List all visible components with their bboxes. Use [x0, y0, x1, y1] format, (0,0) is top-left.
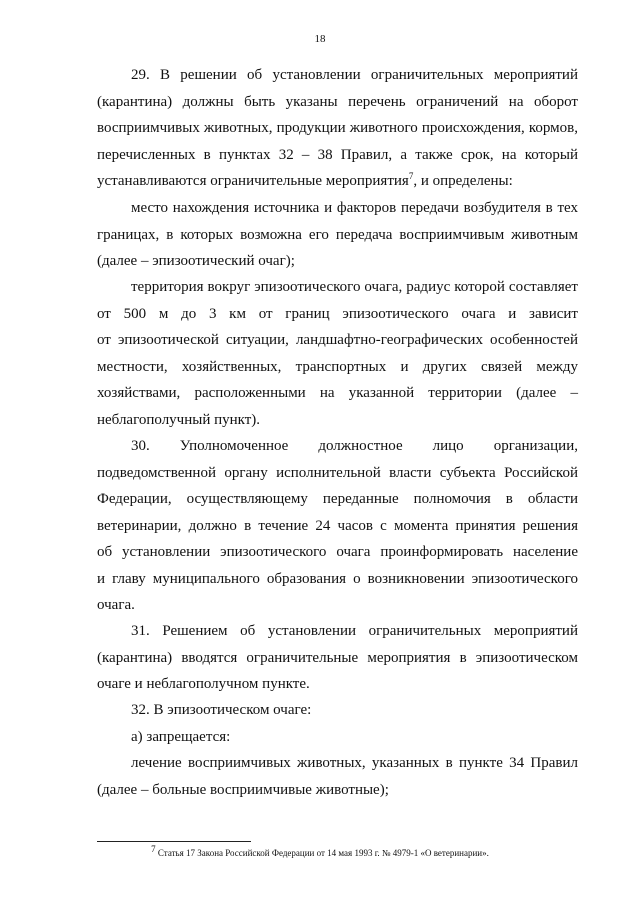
page-number: 18: [314, 33, 326, 45]
text-line: Федерации, осуществляющему переданные полномочия в области: [97, 491, 578, 507]
text-line: ветеринарии, должно в течение 24 часов с момента принятия решения: [97, 517, 578, 534]
paragraph-focus-location: [97, 195, 578, 275]
text-line: (карантина) вводятся ограничительные мероприятия в эпизоотическом: [97, 649, 578, 666]
text-line: и главу муниципального образования о возникновении эпизоотического: [97, 570, 578, 587]
text-line: подведомственной органу исполнительной власти субъекта Российской: [97, 464, 578, 481]
text-line: а) запрещается:: [131, 728, 231, 745]
text-line: 31. Решением об установлении ограничительных мероприятий: [131, 623, 578, 639]
text-line: хозяйствами, расположенными на указанной территории (далее –: [97, 385, 578, 401]
text-line: 29. В решении об установлении ограничительных мероприятий: [131, 67, 578, 83]
text-line: 32. В эпизоотическом очаге:: [131, 702, 312, 718]
text-line: от 500 м до 3 км от границ эпизоотического очага и зависит: [97, 305, 578, 322]
text-line: перечисленных в пунктах 32 – 38 Правил, а также срок, на который: [97, 146, 578, 163]
paragraph-29: [97, 62, 578, 195]
text-line: границах, в которых возможна его передача восприимчивым животным: [97, 226, 578, 243]
text-segment: , и определены:: [413, 173, 513, 189]
paragraph-30: [97, 433, 578, 619]
text-line: 30. Уполномоченное должностное лицо организации,: [131, 438, 578, 454]
text-line: (далее – больные восприимчивые животные);: [97, 781, 389, 798]
footnote-separator: [97, 841, 251, 842]
text-line: [97, 168, 578, 195]
text-line: неблагополучный пункт).: [97, 411, 261, 428]
text-line: об установлении эпизоотического очага проинформировать население: [97, 544, 578, 560]
text-line: очага.: [97, 597, 135, 613]
paragraph-32: [97, 697, 578, 803]
text-line: территория вокруг эпизоотического очага, радиус которой составляет: [131, 279, 578, 295]
footnote-ref: 7: [408, 171, 414, 181]
paragraph-31: [97, 618, 578, 698]
text-line: от эпизоотической ситуации, ландшафтно-географических особенностей: [97, 332, 578, 348]
footnote-mark: 7: [151, 844, 156, 854]
text-line: (карантина) должны быть указаны перечень ограничений на оборот: [97, 93, 578, 110]
paragraph-territory: [97, 274, 578, 433]
text-line: местности, хозяйственных, транспортных и других связей между: [97, 358, 578, 375]
text-line: место нахождения источника и факторов передачи возбудителя в тех: [131, 200, 578, 216]
text-line: очаге и неблагополучном пункте.: [97, 676, 310, 692]
footnote: [0, 844, 640, 858]
text-segment: устанавливаются ограничительные мероприятия: [97, 173, 409, 189]
text-line: (далее – эпизоотический очаг);: [97, 253, 295, 269]
text-line: восприимчивых животных, продукции животного происхождения, кормов,: [97, 120, 578, 136]
footnote-text: Статья 17 Закона Российской Федерации от 14 мая 1993 г. № 4979-1 «О ветеринарии».: [155, 848, 489, 858]
text-line: лечение восприимчивых животных, указанных в пункте 34 Правил: [131, 755, 578, 771]
